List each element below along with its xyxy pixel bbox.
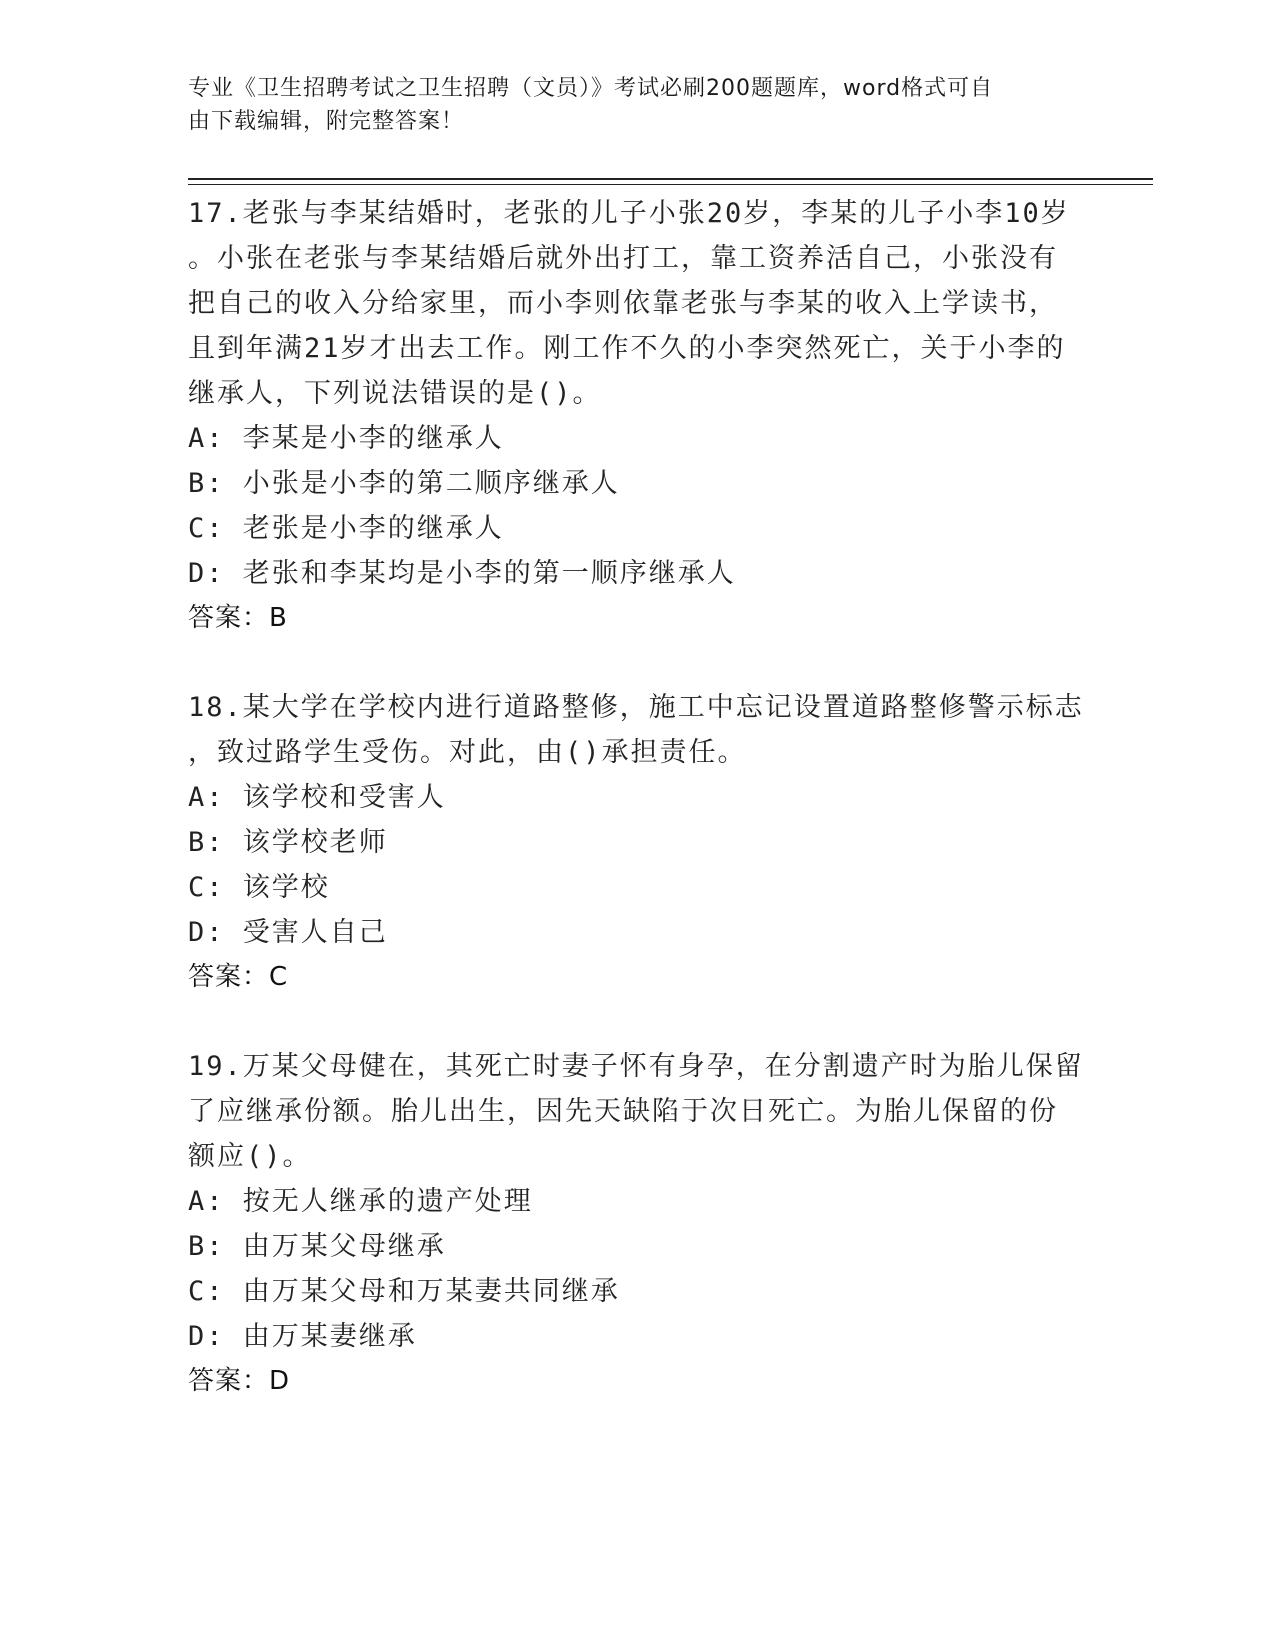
question-text-line: 且到年满21岁才出去工作。刚工作不久的小李突然死亡，关于小李的 [188, 333, 1066, 364]
option-c: C: 由万某父母和万某妻共同继承 [188, 1276, 620, 1307]
option-a: A: 按无人继承的遗产处理 [188, 1186, 533, 1217]
answer-line: 答案：C [188, 962, 289, 992]
option-d: D: 由万某妻继承 [188, 1321, 417, 1352]
question-text-line: 把自己的收入分给家里，而小李则依靠老张与李某的收入上学读书， [188, 288, 1058, 319]
question-text-line: 17.老张与李某结婚时，老张的儿子小张20岁，李某的儿子小李10岁 [188, 198, 1070, 229]
question-text-line: 18.某大学在学校内进行道路整修，施工中忘记设置道路整修警示标志 [188, 692, 1084, 723]
question-text-line: 19.万某父母健在，其死亡时妻子怀有身孕，在分割遗产时为胎儿保留 [188, 1051, 1084, 1082]
question-text-line: 了应继承份额。胎儿出生，因先天缺陷于次日死亡。为胎儿保留的份 [188, 1096, 1058, 1127]
header-line-1: 专业《卫生招聘考试之卫生招聘（文员）》考试必刷200题题库，word格式可自 [188, 76, 994, 101]
option-b: B: 小张是小李的第二顺序继承人 [188, 468, 620, 499]
answer-line: 答案：B [188, 603, 288, 633]
option-c: C: 老张是小李的继承人 [188, 513, 504, 544]
option-c: C: 该学校 [188, 872, 330, 903]
question-text-line: 继承人，下列说法错误的是()。 [188, 378, 602, 409]
option-b: B: 由万某父母继承 [188, 1231, 446, 1262]
option-b: B: 该学校老师 [188, 827, 388, 858]
header-divider-thin [188, 184, 1153, 185]
question-17 [188, 191, 1088, 641]
question-text-line: ，致过路学生受伤。对此，由()承担责任。 [188, 737, 747, 768]
header-divider-thick [188, 178, 1153, 180]
document-header [188, 72, 1068, 138]
question-18 [188, 685, 1088, 1000]
header-line-2: 由下载编辑，附完整答案！ [188, 109, 465, 134]
question-list [188, 191, 1088, 1448]
option-a: A: 该学校和受害人 [188, 782, 446, 813]
option-a: A: 李某是小李的继承人 [188, 423, 504, 454]
question-text-line: 。小张在老张与李某结婚后就外出打工，靠工资养活自己，小张没有 [188, 243, 1058, 274]
question-text-line: 额应()。 [188, 1141, 312, 1172]
option-d: D: 受害人自己 [188, 917, 388, 948]
answer-line: 答案：D [188, 1366, 291, 1396]
question-19 [188, 1044, 1088, 1404]
option-d: D: 老张和李某均是小李的第一顺序继承人 [188, 558, 736, 589]
